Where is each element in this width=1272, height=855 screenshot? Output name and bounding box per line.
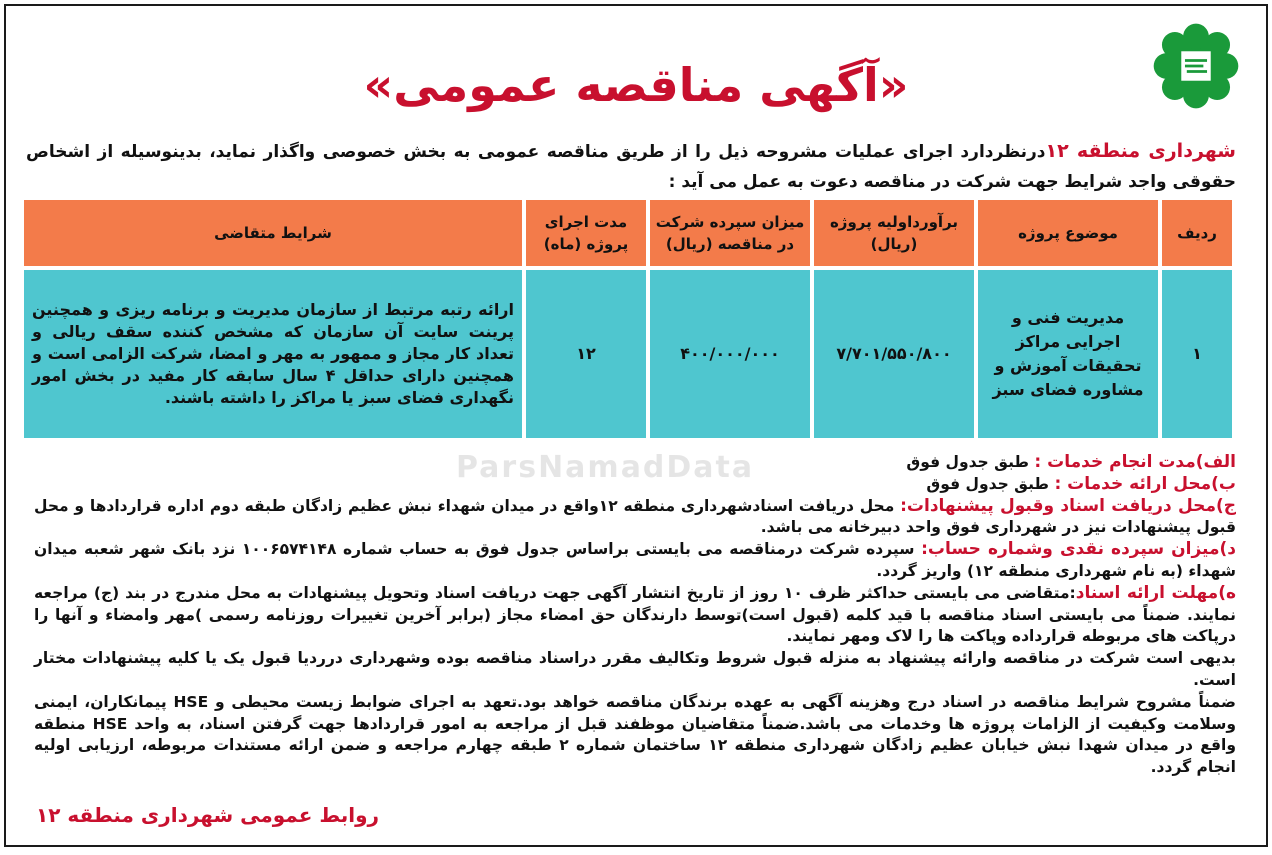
cell-deposit: ۴۰۰/۰۰۰/۰۰۰ xyxy=(650,270,810,438)
table-header-row xyxy=(24,200,1232,266)
paragraph-terms: بدیهی است شرکت در مناقصه وارائه پیشنهاد به منزله قبول شروط وتکالیف مقرر دراسناد مناقصه بوده وشهرداری درردیا قبول یک یا کلیه پیشنهادات مختار است. xyxy=(34,649,1236,689)
section-d xyxy=(34,539,1236,583)
section-c-text: محل دریافت اسنادشهرداری منطقه ۱۲واقع در میدان شهداء نبش عظیم زادگان طبقه دوم اداره قراردادها و محل قبول پیشنهادات نیز در شهرداری فوق واحد دبیرخانه می باشد. xyxy=(34,496,1236,537)
cell-row-number: ۱ xyxy=(1162,270,1232,438)
section-a-text: طبق جدول فوق xyxy=(906,453,1030,471)
section-e xyxy=(34,583,1236,648)
intro-paragraph xyxy=(26,136,1236,197)
section-b-label: ب)محل ارائه خدمات : xyxy=(1054,473,1236,494)
cell-conditions: ارائه رتبه مرتبط از سازمان مدیریت و برنامه ریزی و همچنین پرینت سایت آن سازمان که مشخص کننده سقف ریالی و تعداد کار مجاز و ممهور به مهر و امضا، شرکت الزامی است و همچنین دارای حداقل ۴ سال سابقه کار مفید در بخش امور نگهداری فضای سبز یا مراکز را داشته باشند. xyxy=(24,270,522,438)
section-e-label: ه)مهلت ارائه اسناد xyxy=(1075,582,1236,603)
notice-body xyxy=(34,452,1236,779)
header-duration: مدت اجرای پروژه (ماه) xyxy=(526,200,646,266)
organization-name: شهرداری منطقه ۱۲ xyxy=(1045,140,1236,162)
section-c-label: ج)محل دریافت اسناد وقبول پیشنهادات: xyxy=(900,495,1236,516)
header-subject: موضوع پروژه xyxy=(978,200,1158,266)
watermark: ParsNamadData xyxy=(456,450,755,485)
header-row-number: ردیف xyxy=(1162,200,1232,266)
section-c xyxy=(34,496,1236,540)
section-b xyxy=(34,474,1236,496)
section-b-text: طبق جدول فوق xyxy=(926,474,1050,493)
paragraph-hse: ضمناً مشروح شرایط مناقصه در اسناد درج وهزینه آگهی به عهده برندگان مناقصه خواهد بود.تعهد به اجرای ضوابط زیست محیطی و HSE پیمانکاران، ایمنی وسلامت وکیفیت از الزامات پروژه ها وخدمات می باشد.ضمناً متقاضیان موظفند قبل از مراجعه به امور قراردادها جهت گرفتن اسناد، به واحد HSE منطقه واقع در میدان شهدا نبش خیابان عظیم زادگان شهرداری منطقه ۱۲ ساختمان شماره ۲ طبقه چهارم مراجعه و ضمن ارائه مستندات مربوطه، ارزیابی اولیه انجام گردد. xyxy=(34,692,1236,777)
cell-duration: ۱۲ xyxy=(526,270,646,438)
cell-estimate: ۷/۷۰۱/۵۵۰/۸۰۰ xyxy=(814,270,974,438)
header-deposit: میزان سپرده شرکت در مناقصه (ریال) xyxy=(650,200,810,266)
intro-text: درنظردارد اجرای عملیات مشروحه ذیل را از طریق مناقصه عمومی به بخش خصوصی واگذار نماید، بدینوسیله از اشخاص حقوقی واجد شرایط جهت شرکت در مناقصه دعوت به عمل می آید : xyxy=(26,142,1236,192)
public-relations-signature: روابط عمومی شهرداری منطقه ۱۲ xyxy=(36,803,380,827)
header-conditions: شرایط متقاضی xyxy=(24,200,522,266)
table-row xyxy=(24,270,1232,438)
cell-subject: مدیریت فنی و اجرایی مراکز تحقیقات آموزش و مشاوره فضای سبز xyxy=(978,270,1158,438)
section-d-label: د)میزان سپرده نقدی وشماره حساب: xyxy=(921,539,1236,560)
section-d-text: سپرده شرکت درمناقصه می بایستی براساس جدول فوق به حساب شماره ۱۰۰۶۵۷۴۱۴۸ نزد بانک شهر شعبه میدان شهداء (به نام شهرداری منطقه ۱۲) واریز گردد. xyxy=(34,540,1236,580)
tender-notice xyxy=(4,4,1268,847)
tender-table xyxy=(20,196,1236,442)
header-estimate: برآورداولیه پروژه (ریال) xyxy=(814,200,974,266)
section-a-label: الف)مدت انجام خدمات : xyxy=(1034,452,1236,472)
section-e-text: :متقاضی می بایستی حداکثر ظرف ۱۰ روز از تاریخ انتشار آگهی جهت دریافت اسناد وتحویل پیشنهادات به محل مندرج در بند (ج) مراجعه نمایند. ضمناً می بایستی اسناد مناقصه با قید کلمه (قبول است)توسط دارندگان حق امضاء مجاز (برابر آخرین تغییرات روزنامه رسمی )مهر وامضاء و آنها را درپاکت های مربوطه قرارداده وپاکت ها را لاک ومهر نمایند. xyxy=(34,583,1236,646)
section-a xyxy=(34,452,1236,474)
notice-title: «آگهی مناقصه عمومی» xyxy=(363,58,909,112)
